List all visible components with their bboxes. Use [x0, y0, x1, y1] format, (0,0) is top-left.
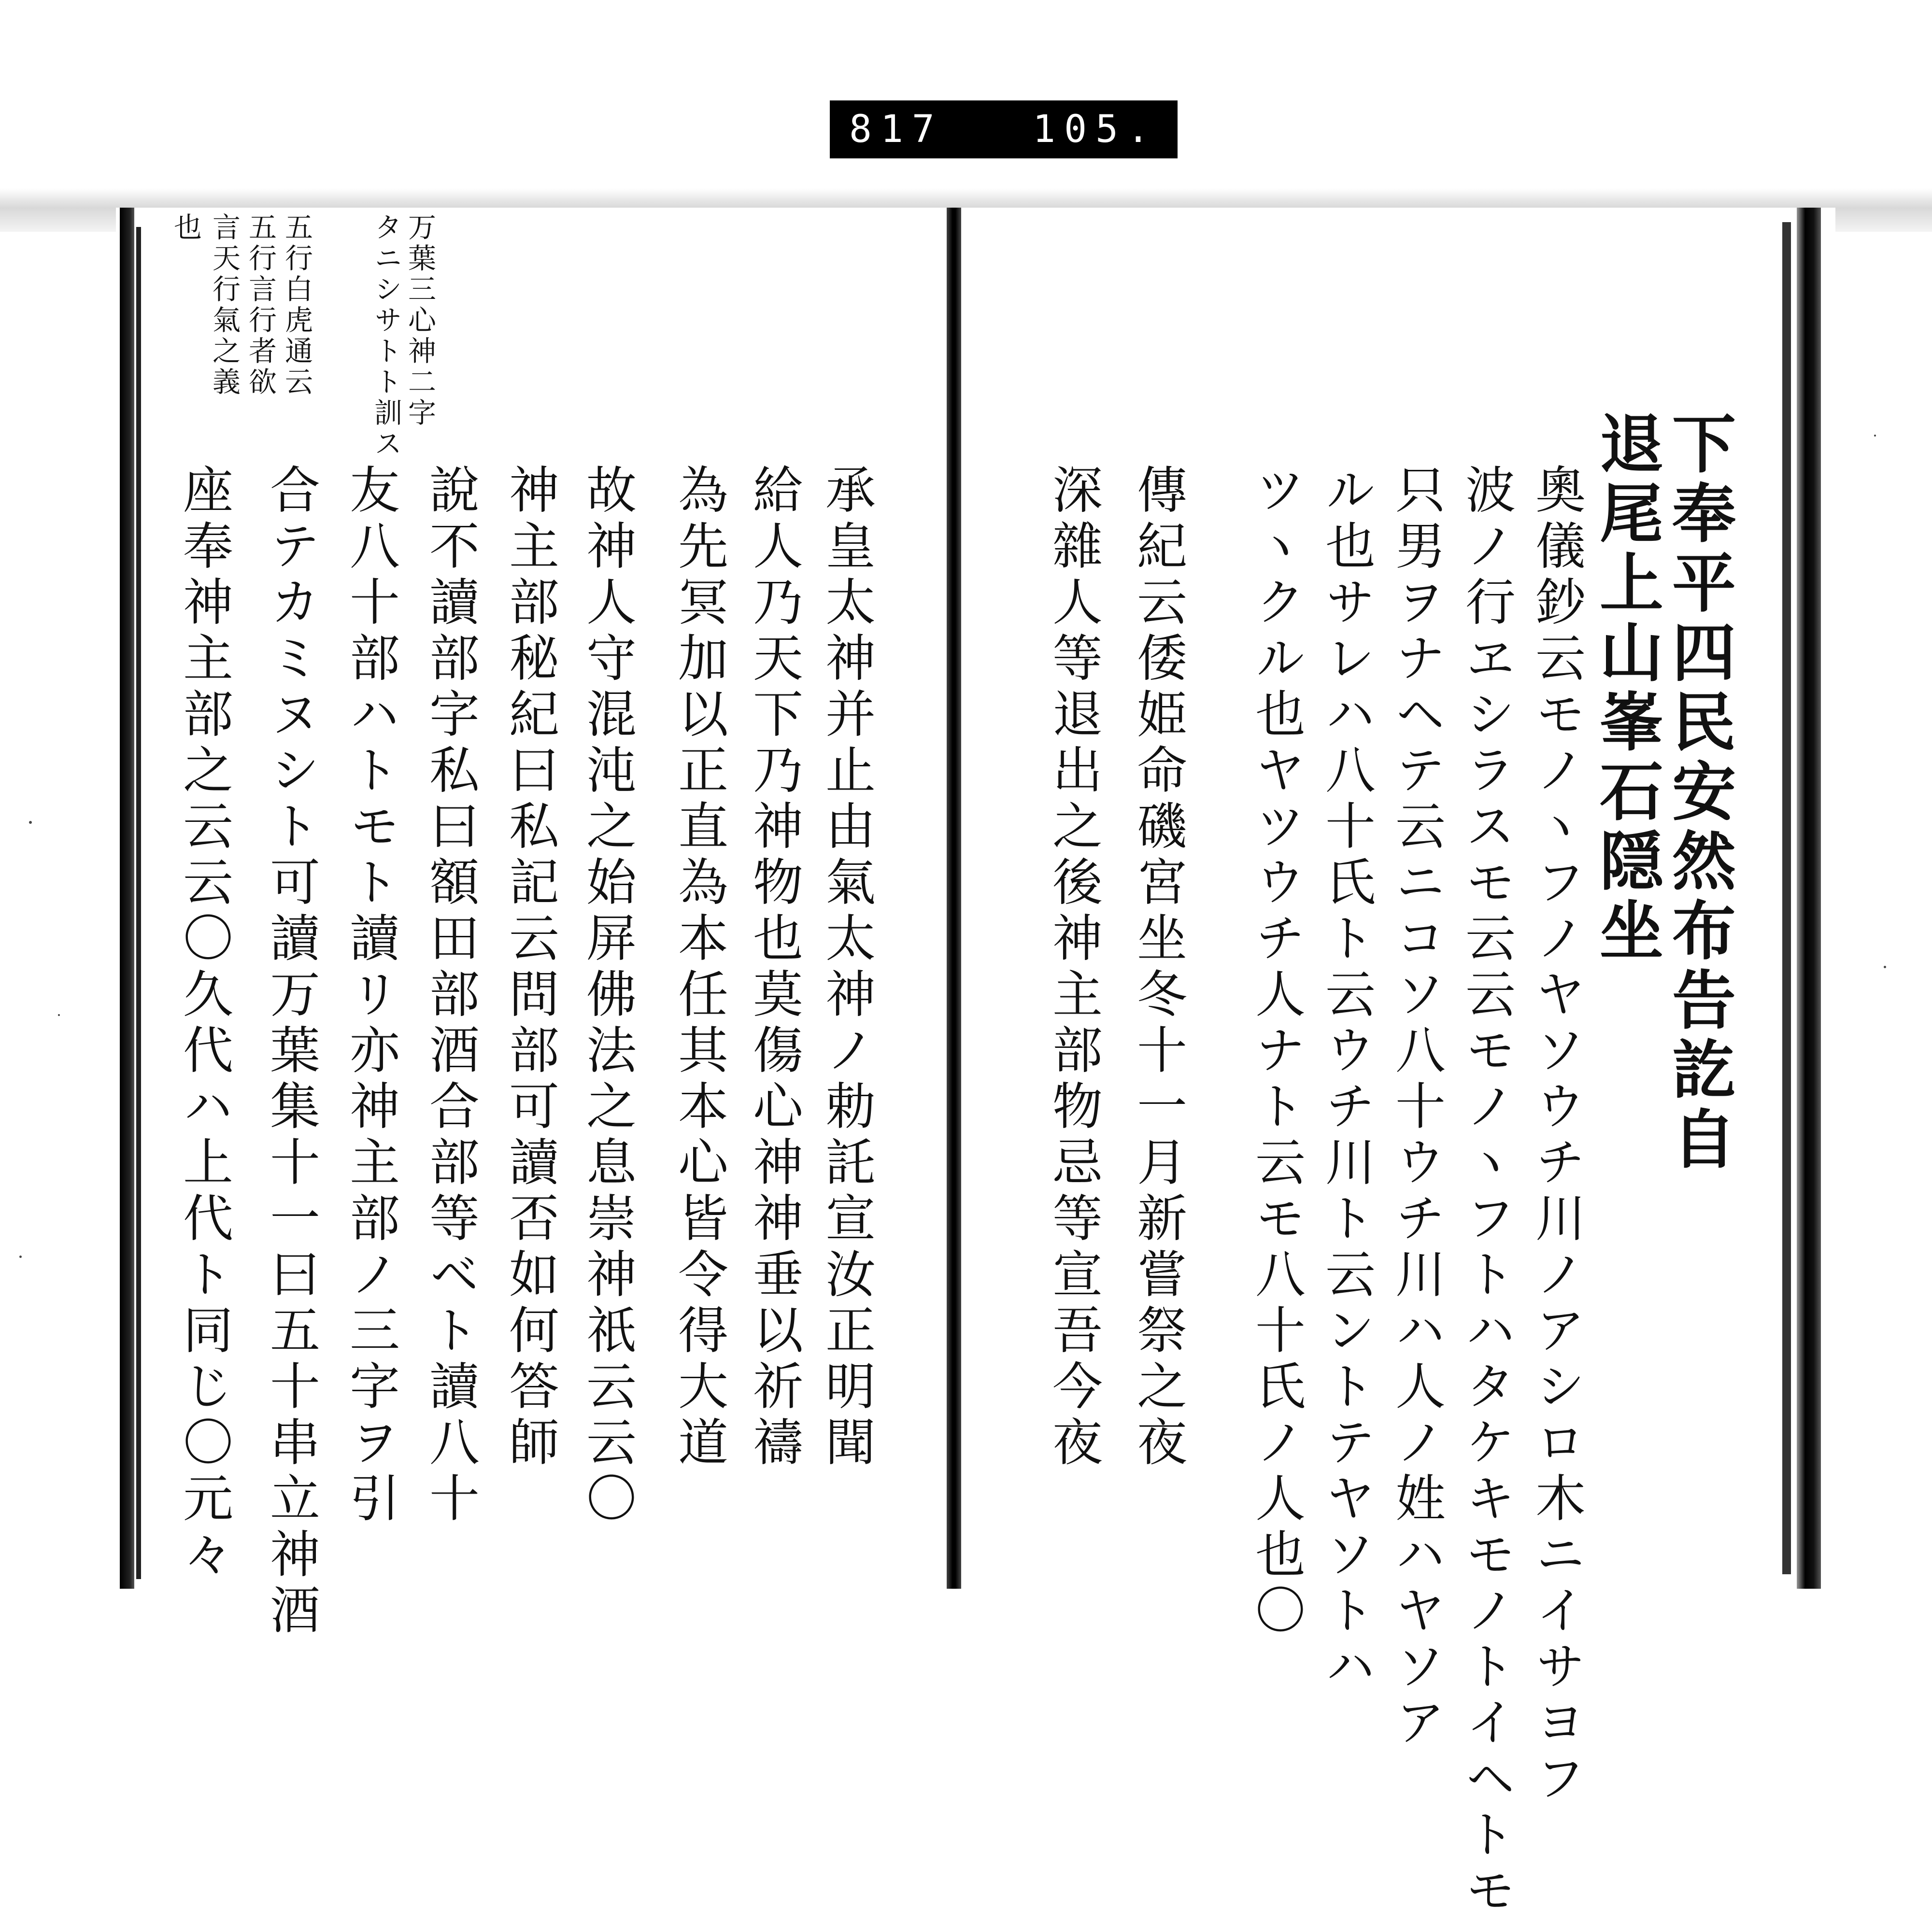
scan-speck	[19, 1256, 22, 1258]
right-page-edge-inner	[1782, 222, 1791, 1574]
right-page-line-3: 只男ヲナヘテ云ニコソ八十ウチ川ハ人ノ姓ハヤソア	[1387, 464, 1446, 1752]
left-margin-note-6: 也	[169, 212, 202, 243]
right-page-edge	[1797, 208, 1821, 1589]
left-page-line-2: 給人乃天下乃神物也莫傷心神神垂以祈禱	[744, 464, 803, 1472]
right-page-line-1: 奧儀鈔云モノヽフノヤソウチ川ノアシロ木ニイサヨフ	[1527, 464, 1586, 1808]
left-page-line-1: 承皇太神并止由氣太神ノ勅託宣汝正明聞	[817, 464, 876, 1472]
scan-speck	[29, 821, 32, 824]
left-margin-note-3: 五行白虎通云	[280, 212, 313, 398]
left-page-line-4: 故神人守混沌之始屏佛法之息崇神祇云云〇	[578, 464, 637, 1528]
left-margin-note-2: タニシサトト訓ス	[369, 212, 402, 460]
right-page-title-line-1: 下奉平四民安然布告訖自	[1661, 410, 1736, 1175]
left-page-line-8: 合テカミヌシト可讀万葉集十一曰五十串立神酒	[261, 464, 320, 1640]
scan-speck	[1874, 435, 1876, 437]
left-margin-note-4: 五行言行者欲	[244, 212, 277, 398]
shelfmark-label	[830, 100, 1178, 158]
right-page-line-7: 深雜人等退出之後神主部物忌等宣吾今夜	[1044, 464, 1103, 1472]
left-page-line-6: 說不讀部字私曰額田部酒合部等ベト讀八十	[421, 464, 480, 1528]
right-page-title-line-2: 退尾上山峯石隠坐	[1589, 410, 1663, 967]
left-page-edge-inner	[136, 227, 141, 1579]
right-page-line-5: ツヽクル也ヤツウチ人ナト云モ八十氏ノ人也〇	[1247, 464, 1306, 1640]
shelfmark-right-number: 105.	[1033, 108, 1158, 151]
left-margin-note-5: 言天行氣之義	[208, 212, 241, 398]
left-page-line-9: 座奉神主部之云云〇久代ハ上代ト同じ〇元々	[174, 464, 233, 1584]
center-gutter	[947, 208, 961, 1589]
left-margin-note-1: 万葉三心神二字	[403, 212, 436, 429]
right-page-line-6: 傳紀云倭姫命磯宮坐冬十一月新嘗祭之夜	[1128, 464, 1187, 1472]
scan-speck	[58, 1014, 60, 1016]
left-page-line-7: 友八十部ハトモト讀リ亦神主部ノ三字ヲ引	[341, 464, 400, 1528]
shelfmark-left-number: 817	[849, 108, 943, 151]
right-page-line-4: ル也サレハ八十氏ト云ウチ川ト云ントテヤソトハ	[1317, 464, 1376, 1696]
left-page-line-5: 神主部秘紀曰私記云問部可讀否如何答師	[500, 464, 559, 1472]
left-page-line-3: 為先冥加以正直為本任其本心皆令得大道	[669, 464, 728, 1472]
scan-speck	[1884, 966, 1886, 968]
left-page-edge	[120, 208, 134, 1589]
right-page-line-2: 波ノ行ヱシラスモ云云モノヽフトハタケキモノトイヘトモ	[1457, 464, 1516, 1920]
